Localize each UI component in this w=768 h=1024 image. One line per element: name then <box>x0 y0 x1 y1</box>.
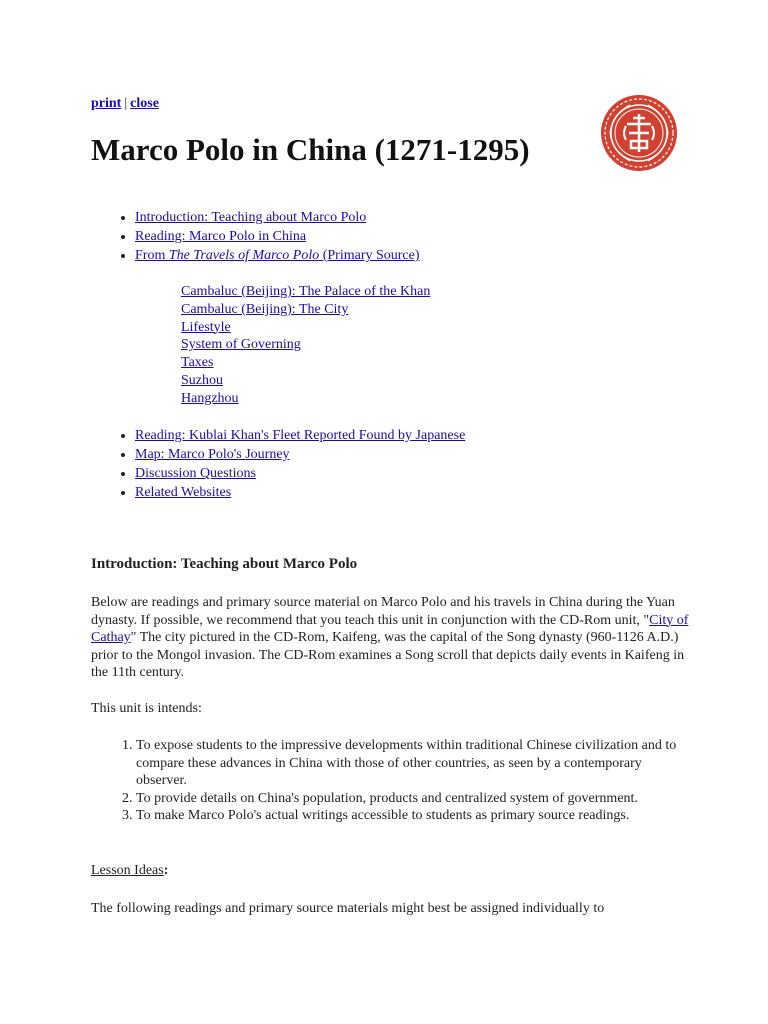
intro-paragraph <box>91 594 691 682</box>
toc-item <box>135 426 655 445</box>
top-links <box>91 95 159 113</box>
lesson-ideas <box>91 862 168 880</box>
toc-link-map[interactable]: Map: Marco Polo's Journey <box>135 447 290 462</box>
intends-text: This unit is intends: <box>91 701 202 716</box>
toc-item <box>135 246 655 265</box>
subsection-link-suzhou[interactable]: Suzhou <box>181 372 223 388</box>
toc-travels-prefix: From <box>135 248 169 263</box>
toc-link-reading[interactable]: Reading: Marco Polo in China <box>135 229 307 244</box>
goal-item: 3. To make Marco Polo's actual writings accessible to students as primary source readings. <box>136 807 696 825</box>
subsection-link-city[interactable]: Cambaluc (Beijing): The City <box>181 301 349 317</box>
intro-text-1: Below are readings and primary source material on Marco Polo and his travels in China during the Yuan dynasty. If possible, we recommend that you teach this unit in conjunction with the CD-Rom unit, " <box>91 595 675 628</box>
toc-item <box>135 445 655 464</box>
primary-source-subsections <box>181 283 581 408</box>
table-of-contents <box>115 208 655 265</box>
section-heading: Introduction: Teaching about Marco Polo <box>91 556 358 572</box>
lesson-ideas-link[interactable]: Lesson Ideas <box>91 863 164 878</box>
toc-travels-suffix: (Primary Source) <box>319 248 420 263</box>
toc-link-websites[interactable]: Related Websites <box>135 485 232 500</box>
subsection-link-hangzhou[interactable]: Hangzhou <box>181 390 239 406</box>
toc-travels-title: The Travels of Marco Polo <box>168 248 320 263</box>
toc-item <box>135 208 655 227</box>
chinese-seal-icon <box>600 94 678 172</box>
subsection-link-governing[interactable]: System of Governing <box>181 337 301 353</box>
goal-item: 2. To provide details on China's population, products and centralized system of government. <box>136 790 696 808</box>
city-of-cathay-link[interactable]: City of Cathay <box>91 612 689 645</box>
close-link[interactable]: close <box>130 96 159 111</box>
lesson-ideas-colon: : <box>163 863 169 878</box>
toc-link-introduction[interactable]: Introduction: Teaching about Marco Polo <box>135 210 367 225</box>
print-link[interactable]: print <box>91 96 122 111</box>
goals-list <box>115 737 696 825</box>
toc-item <box>135 483 655 502</box>
table-of-contents-continued <box>115 426 655 502</box>
subsection-link-taxes[interactable]: Taxes <box>181 355 214 371</box>
subsection-link-palace[interactable]: Cambaluc (Beijing): The Palace of the Khan <box>181 284 431 299</box>
toc-item <box>135 464 655 483</box>
subsection-link-lifestyle[interactable]: Lifestyle <box>181 319 231 335</box>
goal-item: 1. To expose students to the impressive developments within traditional Chinese civilization and to compare these advances in China with those of other countries, as seen by a contemporary observer. <box>136 737 696 790</box>
intro-text-2: " The city pictured in the CD-Rom, Kaifeng, was the capital of the Song dynasty (960-1126 A.D.) prior to the Mongol invasion. The CD-Rom examines a Song scroll that depicts daily events in Kaifeng in the 11th century. <box>91 630 685 680</box>
toc-link-travels[interactable] <box>135 248 420 263</box>
following-paragraph: The following readings and primary source materials might best be assigned individually to <box>91 901 605 916</box>
toc-link-discussion[interactable]: Discussion Questions <box>135 466 256 481</box>
toc-item <box>135 227 655 246</box>
page-title: Marco Polo in China (1271-1295) <box>91 132 530 167</box>
link-separator: | <box>124 96 128 111</box>
toc-link-fleet[interactable]: Reading: Kublai Khan's Fleet Reported Found by Japanese <box>135 428 466 443</box>
